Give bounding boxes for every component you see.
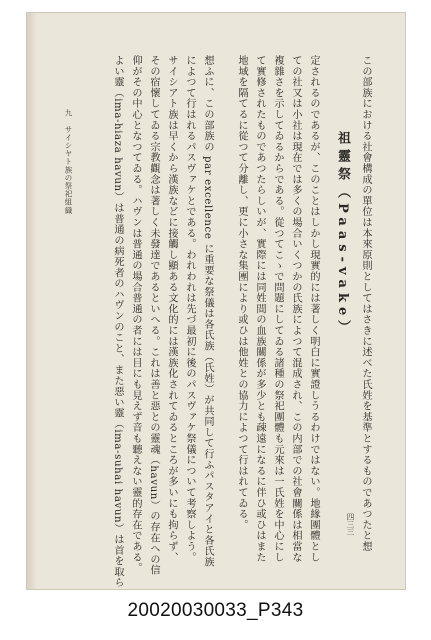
body-line: サイシアト族は早くから漢族などに接觸し顯ある文化的には漢族化されてゐるところが多いにも拘らず、 — [166, 55, 177, 563]
section-title: 祖靈祭（Paas-vake） — [335, 131, 350, 339]
body-line: によつて行はれるパスヴァケとである。われわれは先づ最初に後のパスヴァケ祭儀について考察しよう。 — [184, 55, 195, 563]
body-line: 仰がその中心となつてゐる。ハヴンは普通の場合普通の者には目にも見えず音も聽えない靈的存在である。 — [130, 55, 141, 574]
page-number: 四三三 — [346, 513, 355, 536]
scanned-page — [26, 12, 406, 590]
body-line: 複雜さを示してゐるからである。從つてこゝで問題にしてゐる諸種の祭祀團體も元來は一氏姓を中心にし — [272, 55, 283, 563]
body-line: その宿懷してゐる宗教觀念は著しく未發達であるといへる。これは善と惡との靈魂（havun）の存在への信 — [148, 55, 159, 576]
body-line: ての社又は小社は現在では多くの場合いくつかの氏族によつて混成され、この内部での社會關係は相當な — [290, 55, 301, 563]
body-line: 定されるのであるが、このことはしかし現實的には著しく明白に實證しうるわけではない。地緣團體とし — [308, 55, 319, 563]
body-line: よい靈（ima-hiaza havun）は普通の病死者のハヴンのこと、また惡い靈（ima-suhai havun）は首を取ら — [112, 55, 123, 588]
body-line: 想ふに、この部族の par excellence に重要な祭儀は各氏族（氏姓）が共同して行ふパスタアイと各氏族 — [202, 55, 213, 568]
running-header: 九 サイシヤト族の祭祀組織 — [64, 109, 73, 215]
body-line: この部族における社會構成の單位は本來原則としてはさきに述べた氏姓を基準とするものであつたと想 — [360, 55, 371, 552]
body-line: て實修されたものであつたらしいが、實際には同姓間の血族關係が多少とも疎遠になるに伴ひ或ひはまた — [254, 55, 265, 563]
body-line: 地域を隔てるに從つて分離し、更に小さな集團により或ひは他姓との協力によつて行はれてゐる。 — [236, 55, 247, 531]
image-caption: 20020030033_P343 — [127, 600, 304, 621]
spine-shadow — [27, 13, 37, 589]
